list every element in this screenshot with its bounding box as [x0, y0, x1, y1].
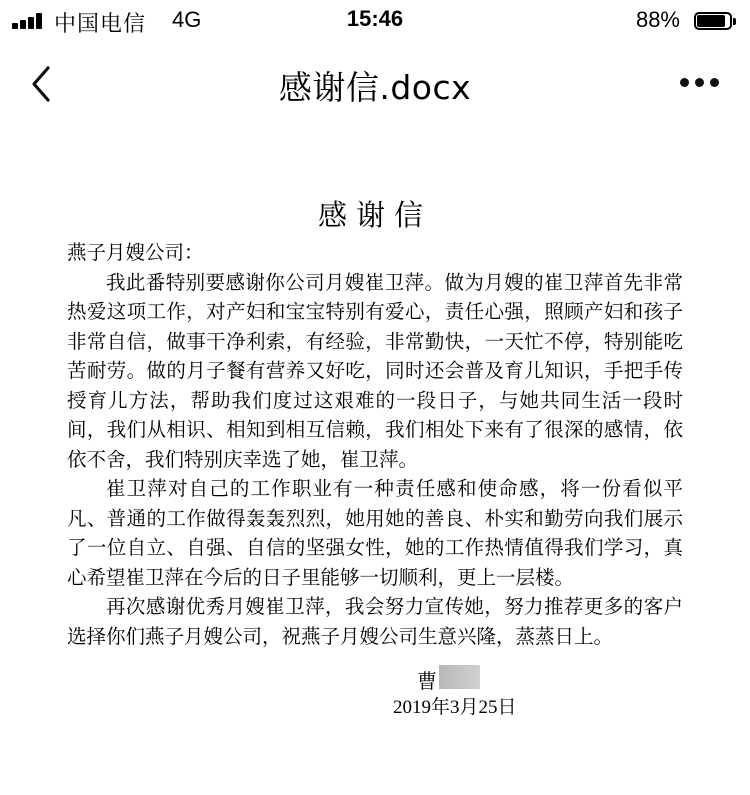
battery-percent: 88%: [635, 7, 680, 32]
redaction-block: [439, 665, 480, 689]
paragraph: 崔卫萍对自己的工作职业有一种责任感和使命感，将一份看似平凡、普通的工作做得轰轰烈烈，她用她的善良、朴实和勤劳向我们展示了一位自立、自强、自信的坚强女性，她的工作热情值得我们学习，真心希望崔卫萍在今后的日子里能够一切顺利，更上一层楼。: [67, 477, 683, 589]
clock: 15:46: [346, 6, 404, 31]
nav-bar: [0, 40, 750, 130]
network-type: 4G: [172, 7, 202, 32]
letter-date: 2019年3月25日: [393, 697, 517, 718]
salutation: 燕子月嫂公司：: [67, 241, 204, 264]
battery-icon: [694, 12, 738, 32]
document-filename: 感谢信.docx: [278, 68, 472, 107]
signature-name: 曹: [417, 669, 437, 693]
document-title: 感谢信: [317, 198, 432, 232]
paragraph: 再次感谢优秀月嫂崔卫萍，我会努力宣传她，努力推荐更多的客户选择你们燕子月嫂公司，祝燕子月嫂公司生意兴隆，蒸蒸日上。: [67, 595, 683, 648]
more-options-button[interactable]: [680, 78, 720, 90]
paragraph: 我此番特别要感谢你公司月嫂崔卫萍。做为月嫂的崔卫萍首先非常热爱这项工作，对产妇和宝宝特别有爱心，责任心强，照顾产妇和孩子非常自信，做事干净利索，有经验，非常勤快，一天忙不停，特别能吃苦耐劳。做的月子餐有营养又好吃，同时还会普及育儿知识，手把手传授育儿方法，帮助我们度过这艰难的一段日子，与她共同生活一段时间，我们从相识、相知到相互信赖，我们相处下来有了很深的感情，依依不舍，我们特别庆幸选了她，崔卫萍。: [67, 270, 683, 471]
carrier-name: 中国电信: [54, 11, 147, 36]
document-content: [67, 193, 683, 651]
status-bar: [0, 0, 750, 40]
